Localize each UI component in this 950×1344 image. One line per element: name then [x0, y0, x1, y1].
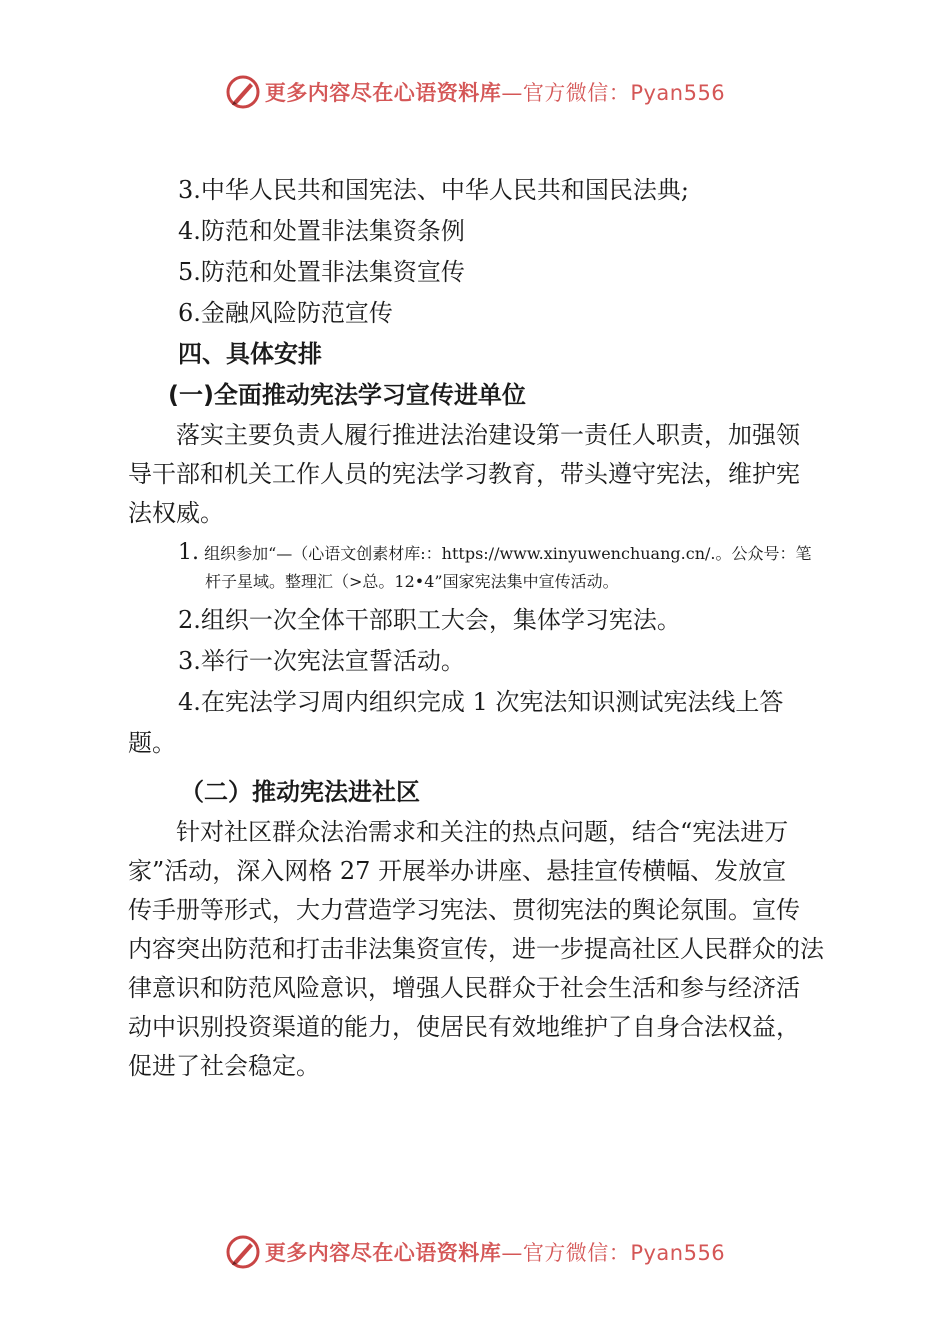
subsection-two-heading: （二）推动宪法进社区 — [180, 778, 420, 806]
paragraph-line: 导干部和机关工作人员的宪法学习教育，带头遵守宪法，维护宪 — [128, 460, 800, 488]
banner-main-text: 更多内容尽在心语资料库 — [264, 1241, 502, 1265]
sub1-item-3: 3.举行一次宪法宣誓活动。 — [178, 647, 465, 675]
header-watermark-banner — [0, 72, 950, 112]
paragraph-line: 法权威。 — [128, 499, 224, 527]
small-item-line1: 组织参加“—（心语文创素材库:：https://www.xinyuwenchuang.cn/.。公众号：笔 — [204, 544, 812, 563]
paragraph-line: 传手册等形式，大力营造学习宪法、贯彻宪法的舆论氛围。宣传 — [128, 896, 800, 924]
paragraph-line: 家”活动，深入网格 27 开展举办讲座、悬挂宣传横幅、发放宣 — [128, 857, 787, 885]
list-item-5: 5.防范和处置非法集资宣传 — [178, 258, 465, 286]
list-item-6: 6.金融风险防范宣传 — [178, 299, 393, 327]
banner-wechat-id: Pyan556 — [630, 1241, 726, 1265]
footer-watermark-banner — [0, 1232, 950, 1272]
list-item-3: 3.中华人民共和国宪法、中华人民共和国民法典; — [178, 176, 689, 204]
paragraph-line: 促进了社会稳定。 — [128, 1052, 320, 1080]
subsection-one-paragraph — [128, 416, 833, 533]
paragraph-line: 针对社区群众法治需求和关注的热点问题，结合“宪法进万 — [176, 818, 789, 846]
subsection-two-paragraph — [128, 813, 833, 1086]
pen-logo-icon — [225, 1234, 261, 1270]
paragraph-line: 律意识和防范风险意识，增强人民群众于社会生活和参与经济活 — [128, 974, 800, 1002]
banner-dash-text: —官方微信： — [501, 1241, 631, 1265]
sub1-item-2: 2.组织一次全体干部职工大会，集体学习宪法。 — [178, 606, 681, 634]
small-list-item-1 — [128, 539, 833, 596]
small-item-line2: 杆子星域。整理汇（>总。12•4”国家宪法集中宣传活动。 — [205, 572, 619, 591]
paragraph-line: 落实主要负责人履行推进法治建设第一责任人职责，加强领 — [176, 421, 800, 449]
list-item-4: 4.防范和处置非法集资条例 — [178, 217, 465, 245]
banner-dash-text: —官方微信： — [501, 81, 631, 105]
banner-main-text: 更多内容尽在心语资料库 — [264, 81, 502, 105]
banner-wechat-id: Pyan556 — [630, 81, 726, 105]
sub1-item-4: 4.在宪法学习周内组织完成 1 次宪法知识测试宪法线上答 — [178, 688, 784, 716]
sub1-item-4-continued: 题。 — [128, 729, 176, 757]
section-four-heading: 四、具体安排 — [178, 340, 322, 368]
pen-logo-icon — [225, 74, 261, 110]
small-item-number: 1. — [178, 540, 199, 565]
paragraph-line: 内容突出防范和打击非法集资宣传，进一步提高社区人民群众的法 — [128, 935, 824, 963]
document-body — [128, 170, 833, 1086]
subsection-one-heading: (一)全面推动宪法学习宣传进单位 — [168, 381, 526, 409]
paragraph-line: 动中识别投资渠道的能力，使居民有效地维护了自身合法权益， — [128, 1013, 800, 1041]
